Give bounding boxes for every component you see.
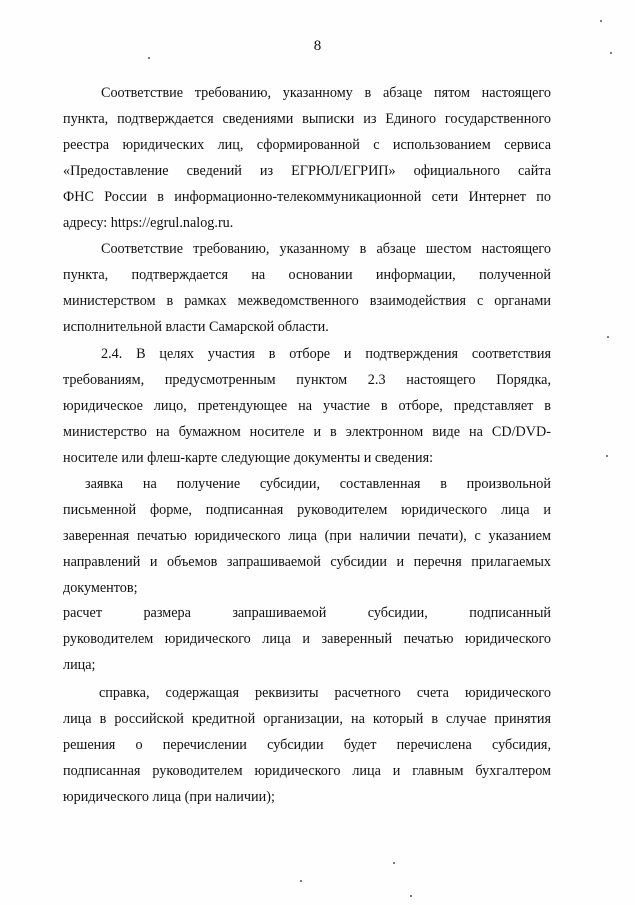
scan-speck <box>610 52 612 54</box>
scan-speck <box>300 880 302 882</box>
paragraph-line: требованиям, предусмотренным пунктом 2.3 настоящего Порядка, <box>63 372 551 388</box>
paragraph-line: письменной форме, подписанная руководителем юридического лица и <box>63 502 551 518</box>
paragraph-line: лица; <box>63 657 96 673</box>
scan-speck <box>410 895 412 897</box>
paragraph-line: справка, содержащая реквизиты расчетного счета юридического <box>99 685 551 701</box>
paragraph-line: пункта, подтверждается сведениями выписки из Единого государственного <box>63 111 551 127</box>
paragraph-line: юридического лица (при наличии); <box>63 789 275 805</box>
paragraph-line: заявка на получение субсидии, составленная в произвольной <box>85 476 551 492</box>
paragraph-line: расчет размера запрашиваемой субсидии, подписанный <box>63 605 551 621</box>
paragraph-line: юридическое лицо, претендующее на участие в отборе, представляет в <box>63 398 551 414</box>
paragraph-line: исполнительной власти Самарской области. <box>63 319 329 335</box>
paragraph-line: адресу: https://egrul.nalog.ru. <box>63 215 234 231</box>
scan-speck <box>600 20 602 22</box>
paragraph-line: направлений и объемов запрашиваемой субсидии и перечня прилагаемых <box>63 554 551 570</box>
paragraph-line: ФНС России в информационно-телекоммуникационной сети Интернет по <box>63 189 551 205</box>
paragraph-interagency-requirement <box>63 236 551 340</box>
list-item-calculation <box>63 600 551 678</box>
scan-speck <box>148 57 150 59</box>
scan-speck <box>606 455 608 457</box>
paragraph-line: министерством в рамках межведомственного взаимодействия с органами <box>63 293 551 309</box>
paragraph-line: 2.4. В целях участия в отборе и подтверждения соответствия <box>101 346 551 362</box>
paragraph-line: министерство на бумажном носителе и в электронном виде на CD/DVD- <box>63 424 551 440</box>
paragraph-line: решения о перечислении субсидии будет перечислена субсидия, <box>63 737 551 753</box>
paragraph-line: лица в российской кредитной организации, на который в случае принятия <box>63 711 551 727</box>
paragraph-egrul-requirement <box>63 80 551 236</box>
paragraph-line: пункта, подтверждается на основании информации, полученной <box>63 267 551 283</box>
paragraph-line: Соответствие требованию, указанному в абзаце пятом настоящего <box>101 85 551 101</box>
paragraph-line: реестра юридических лиц, сформированной с использованием сервиса <box>63 137 551 153</box>
scan-speck <box>393 862 395 864</box>
scan-speck <box>607 336 609 338</box>
paragraph-line: «Предоставление сведений из ЕГРЮЛ/ЕГРИП» официального сайта <box>63 163 551 179</box>
list-item-application <box>63 471 551 601</box>
paragraph-line: заверенная печатью юридического лица (при наличии печати), с указанием <box>63 528 551 544</box>
paragraph-line: Соответствие требованию, указанному в абзаце шестом настоящего <box>101 241 551 257</box>
paragraph-section-2-4 <box>63 341 551 471</box>
page-number: 8 <box>313 38 322 54</box>
paragraph-line: подписанная руководителем юридического лица и главным бухгалтером <box>63 763 551 779</box>
paragraph-line: руководителем юридического лица и заверенный печатью юридического <box>63 631 551 647</box>
paragraph-line: документов; <box>63 580 138 596</box>
list-item-bank-certificate <box>63 680 551 810</box>
paragraph-line: носителе или флеш-карте следующие документы и сведения: <box>63 450 434 466</box>
